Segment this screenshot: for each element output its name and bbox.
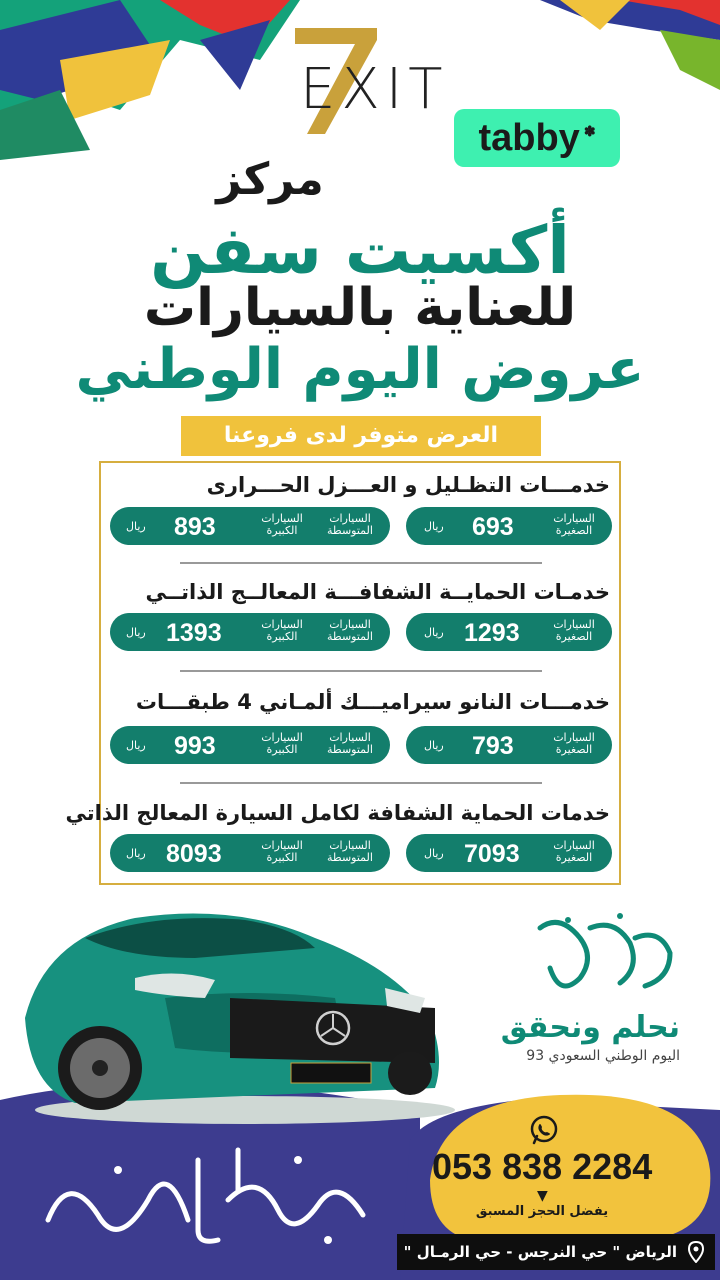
- headline-line1: مركز: [216, 154, 324, 205]
- service-title: خدمات الحماية الشفافة لكامل السيارة المعالج الذاتي: [65, 801, 610, 825]
- chevron-down-icon: ▼: [537, 1188, 548, 1204]
- national-day-title: نحلم ونحقق: [500, 1010, 680, 1045]
- address-text: الرياض " حي النرجس - حي الرمـال ": [403, 1243, 677, 1261]
- large-cars-price-pill: السيارات المتوسطة السيارات الكبيرة 8093 ريال: [110, 834, 390, 872]
- service-title: خدمـــات النانو سيراميـــك ألمـاني 4 طبقـــات: [135, 690, 610, 714]
- service-title: خدمـــات التظـليل و العـــزل الحـــرارى: [206, 473, 610, 497]
- national-day-calligraphy-logo: [520, 908, 680, 1004]
- currency-label: ريال: [126, 847, 146, 860]
- currency-label: ريال: [424, 626, 444, 639]
- small-cars-price-pill: السيارات الصغيرة 693 ريال: [406, 507, 612, 545]
- headline-line4: عروض اليوم الوطني: [75, 337, 645, 402]
- price-value: 1293: [464, 619, 520, 647]
- phone-number[interactable]: 053 838 2284: [432, 1146, 653, 1187]
- currency-label: ريال: [424, 847, 444, 860]
- price-value: 7093: [464, 840, 520, 868]
- section-divider: [180, 670, 542, 672]
- headline-line2: أكسيت سفن: [150, 212, 570, 289]
- currency-label: ريال: [126, 626, 146, 639]
- large-cars-price-pill: السيارات المتوسطة السيارات الكبيرة 993 ريال: [110, 726, 390, 764]
- national-day-subtitle: اليوم الوطني السعودي 93: [526, 1048, 680, 1064]
- section-divider: [180, 782, 542, 784]
- location-pin-icon: [687, 1241, 705, 1263]
- currency-label: ريال: [424, 739, 444, 752]
- availability-banner: العرض متوفر لدى فروعنا: [181, 416, 541, 456]
- whatsapp-icon[interactable]: [528, 1114, 560, 1146]
- small-cars-price-pill: السيارات الصغيرة 1293 ريال: [406, 613, 612, 651]
- service-title: خدمـات الحمايــة الشفافـــة المعالــج الذاتــي: [145, 580, 610, 604]
- booking-note: يفضل الحجز المسبق: [475, 1204, 609, 1219]
- headline-line3: للعناية بالسيارات: [143, 278, 577, 338]
- exit-logo-text: EXIT: [300, 57, 449, 122]
- price-value: 993: [174, 732, 216, 760]
- price-value: 1393: [166, 619, 222, 647]
- large-cars-price-pill: السيارات المتوسطة السيارات الكبيرة 1393 ريال: [110, 613, 390, 651]
- green-car-image: [15, 898, 455, 1128]
- currency-label: ريال: [126, 739, 146, 752]
- small-cars-price-pill: السيارات الصغيرة 7093 ريال: [406, 834, 612, 872]
- large-cars-price-pill: السيارات المتوسطة السيارات الكبيرة 893 ريال: [110, 507, 390, 545]
- tabby-text: tabby: [478, 116, 580, 159]
- price-value: 793: [472, 732, 514, 760]
- small-cars-price-pill: السيارات الصغيرة 793 ريال: [406, 726, 612, 764]
- price-value: 893: [174, 513, 216, 541]
- price-value: 8093: [166, 840, 222, 868]
- section-divider: [180, 562, 542, 564]
- calligraphy-slogan: [28, 1130, 388, 1260]
- currency-label: ريال: [126, 520, 146, 533]
- address-bar: [397, 1234, 715, 1270]
- tabby-star-icon: ✽: [583, 122, 596, 139]
- price-value: 693: [472, 513, 514, 541]
- currency-label: ريال: [424, 520, 444, 533]
